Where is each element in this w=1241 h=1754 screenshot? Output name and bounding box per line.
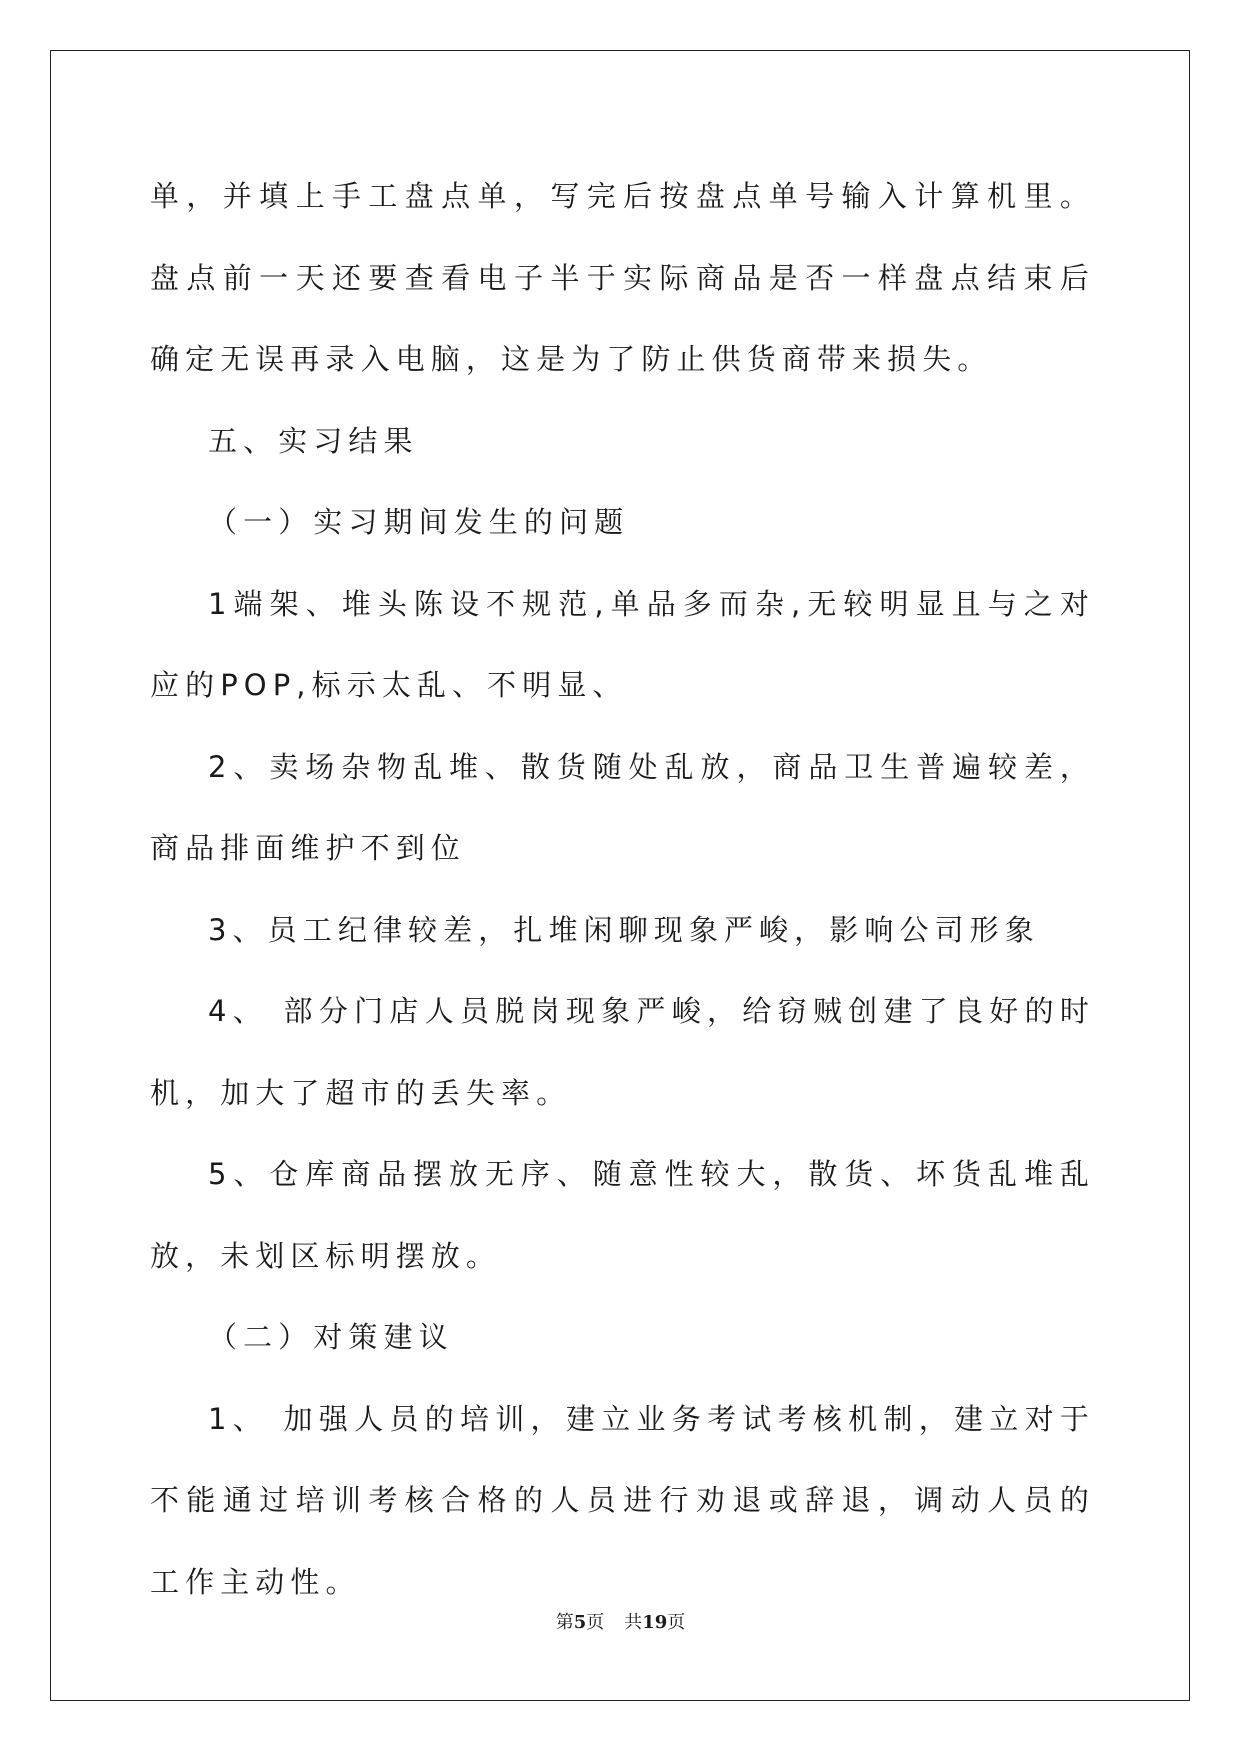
document-body <box>150 156 1095 1623</box>
problem-item-4: 4、 部分门店人员脱岗现象严峻，给窃贼创建了良好的时机，加大了超市的丢失率。 <box>150 994 1095 1110</box>
subsection-heading-problems: （一）实习期间发生的问题 <box>208 505 630 539</box>
suggestion-item-1: 1、 加强人员的培训，建立业务考试考核机制，建立对于不能通过培训考核合格的人员进行劝退或辞退，调动人员的工作主动性。 <box>150 1401 1095 1599</box>
page-footer <box>0 1608 1241 1634</box>
subsection-heading-suggestions: （二）对策建议 <box>208 1320 454 1354</box>
footer-total-suffix: 页 <box>667 1612 686 1633</box>
footer-page-prefix: 第 <box>555 1612 574 1633</box>
footer-total-pages: 19 <box>642 1612 668 1633</box>
section-heading-results: 五、实习结果 <box>208 423 419 458</box>
problem-item-5: 5、仓库商品摆放无序、随意性较大，散货、坏货乱堆乱放，未划区标明摆放。 <box>150 1157 1095 1273</box>
problem-item-1: 1端架、堆头陈设不规范,单品多而杂,无较明显且与之对应的POP,标示太乱、不明显、 <box>150 586 1095 702</box>
footer-page-suffix: 页 <box>586 1612 605 1633</box>
footer-page-number: 5 <box>573 1612 587 1633</box>
footer-total-prefix: 共 <box>624 1612 643 1633</box>
problem-item-2: 2、卖场杂物乱堆、散货随处乱放，商品卫生普遍较差，商品排面维护不到位 <box>150 749 1095 865</box>
problem-item-3: 3、员工纪律较差，扎堆闲聊现象严峻，影响公司形象 <box>208 912 1040 947</box>
paragraph-continuation: 单，并填上手工盘点单，写完后按盘点单号输入计算机里。盘点前一天还要查看电子半于实际商品是否一样盘点结束后确定无误再录入电脑，这是为了防止供货商带来损失。 <box>150 179 1095 376</box>
